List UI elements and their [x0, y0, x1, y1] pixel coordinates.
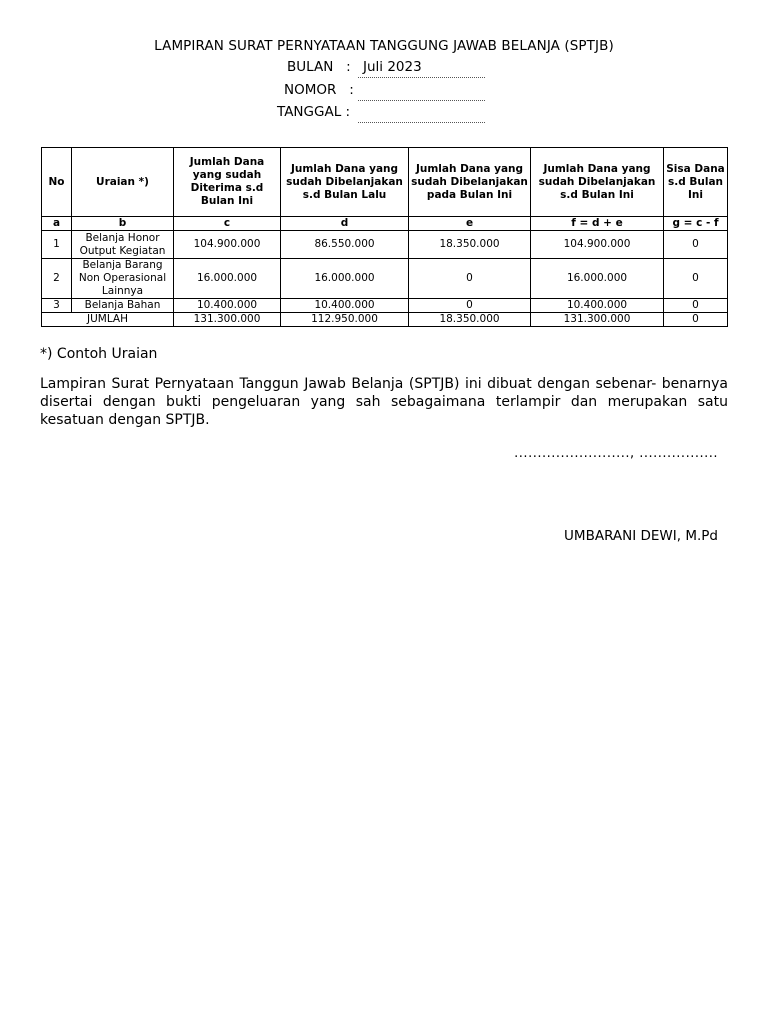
statement-paragraph: Lampiran Surat Pernyataan Tanggun Jawab Belanja (SPTJB) ini dibuat dengan sebenar- benarnya disertai dengan bukti pengeluaran yang sah sebagaimana terlampir dan merupakan satu kesatuan dengan SPTJB.	[40, 376, 728, 428]
table-row	[42, 231, 728, 259]
header-bulan-ini: Jumlah Dana yang sudah Dibelanjakan pada Bulan Ini	[409, 148, 531, 217]
header-bulan-lalu: Jumlah Dana yang sudah Dibelanjakan s.d Bulan Lalu	[281, 148, 409, 217]
row-1-no: 1	[42, 231, 72, 259]
table-row	[42, 259, 728, 299]
row-2-g: 0	[664, 259, 728, 299]
table-row	[42, 299, 728, 313]
header-sisa-dana: Sisa Dana s.d Bulan Ini	[664, 148, 728, 217]
letter-b: b	[72, 217, 174, 231]
field-bulan	[0, 59, 768, 77]
letter-e: e	[409, 217, 531, 231]
row-3-c: 10.400.000	[174, 299, 281, 313]
field-nomor-label: NOMOR :	[284, 82, 354, 98]
total-label: JUMLAH	[42, 313, 174, 327]
header-uraian: Uraian *)	[72, 148, 174, 217]
table-total-row	[42, 313, 728, 327]
field-tanggal-label: TANGGAL :	[277, 104, 351, 120]
row-2-e: 0	[409, 259, 531, 299]
row-3-f: 10.400.000	[531, 299, 664, 313]
letter-c: c	[174, 217, 281, 231]
document-title: LAMPIRAN SURAT PERNYATAAN TANGGUNG JAWAB BELANJA (SPTJB)	[154, 38, 614, 54]
row-1-f: 104.900.000	[531, 231, 664, 259]
header-sd-bulan-ini: Jumlah Dana yang sudah Dibelanjakan s.d Bulan Ini	[531, 148, 664, 217]
field-nomor-dotted-line	[358, 99, 485, 101]
row-1-c: 104.900.000	[174, 231, 281, 259]
row-2-f: 16.000.000	[531, 259, 664, 299]
footnote: *) Contoh Uraian	[40, 346, 158, 362]
row-2-uraian: Belanja Barang Non Operasional Lainnya	[72, 259, 174, 299]
letter-g: g = c - f	[664, 217, 728, 231]
row-3-d: 10.400.000	[281, 299, 409, 313]
total-c: 131.300.000	[174, 313, 281, 327]
header-diterima: Jumlah Dana yang sudah Diterima s.d Bulan Ini	[174, 148, 281, 217]
row-1-e: 18.350.000	[409, 231, 531, 259]
row-1-d: 86.550.000	[281, 231, 409, 259]
row-1-g: 0	[664, 231, 728, 259]
row-3-uraian: Belanja Bahan	[72, 299, 174, 313]
field-bulan-label: BULAN :	[287, 59, 351, 75]
row-2-c: 16.000.000	[174, 259, 281, 299]
place-date-line: ........................., .................	[514, 446, 718, 461]
signer-name: UMBARANI DEWI, M.Pd	[564, 528, 718, 544]
letter-d: d	[281, 217, 409, 231]
row-3-no: 3	[42, 299, 72, 313]
field-bulan-dotted-line	[358, 76, 485, 78]
total-g: 0	[664, 313, 728, 327]
field-tanggal	[0, 104, 768, 122]
row-2-d: 16.000.000	[281, 259, 409, 299]
total-e: 18.350.000	[409, 313, 531, 327]
row-1-uraian: Belanja Honor Output Kegiatan	[72, 231, 174, 259]
table-letter-row	[42, 217, 728, 231]
row-3-e: 0	[409, 299, 531, 313]
letter-a: a	[42, 217, 72, 231]
row-3-g: 0	[664, 299, 728, 313]
header-no: No	[42, 148, 72, 217]
expense-table	[41, 147, 728, 327]
total-f: 131.300.000	[531, 313, 664, 327]
total-d: 112.950.000	[281, 313, 409, 327]
row-2-no: 2	[42, 259, 72, 299]
field-tanggal-dotted-line	[358, 121, 485, 123]
field-bulan-value: Juli 2023	[363, 59, 422, 75]
table-header-row	[42, 148, 728, 217]
field-nomor	[0, 82, 768, 100]
letter-f: f = d + e	[531, 217, 664, 231]
